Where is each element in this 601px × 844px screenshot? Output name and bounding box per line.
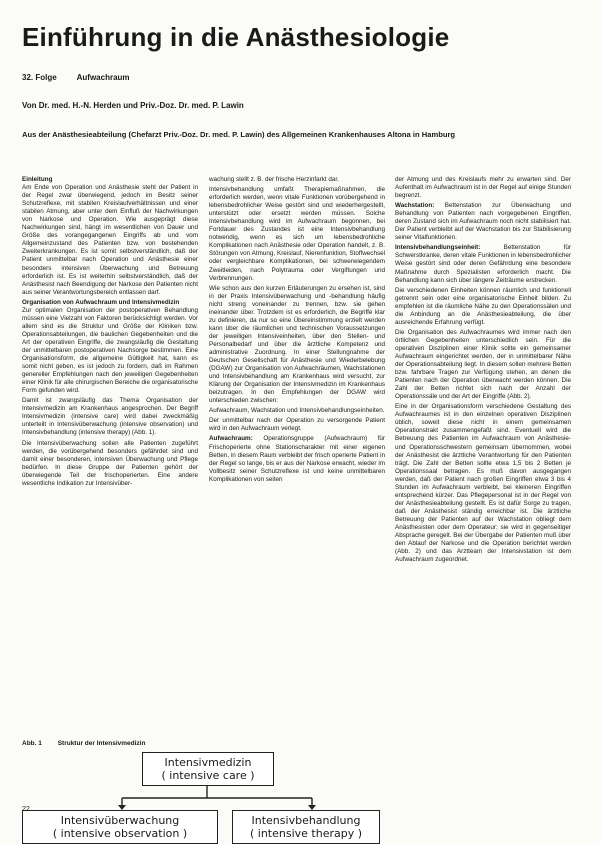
article-title: Einführung in die Anästhesiologie (22, 22, 450, 52)
definition-list: Aufwachraum, Wachstation und Intensivbehandlungseinheiten. (209, 407, 385, 415)
paragraph: Zur optimalen Organisation der postoperativen Behandlung müssen eine Vielzahl von Faktoren berücksichtigt werden. Vor allem sind es die Struktur und Größe der Kliniken bzw. Operationsabteilungen, die baulichen Gegebenheiten und die Art der operativen Eingriffe, die zwangsläufig die Gestaltung der unmittelbaren postoperativen Nachsorge bestimmen. Eine Organisationsform, die allgemeine Gültigkeit hat, kann es somit nicht geben, es ist jedoch zu fordern, daß im Rahmen genereller Empfehlungen nach den jeweiligen Gegebenheiten einer Klinik für alle chirurgischen Bereiche die organisatorische Form gefunden wird. (22, 306, 198, 395)
box-line-en: ( intensive therapy ) (249, 827, 363, 840)
section-heading-organisation: Organisation von Aufwachraum und Intensivmedizin (22, 298, 180, 306)
institution: Aus der Anästhesieabteilung (Chefarzt Priv.-Doz. Dr. med. P. Lawin) des Allgemeinen Krankenhauses Altona in Hamburg (22, 130, 456, 139)
paragraph (395, 244, 571, 284)
page-number: 22 (22, 806, 30, 813)
paragraph: Eine in der Organisationsform verschiedene Gestaltung des Aufwachraumes ist in den einzelnen operativen Disziplinen üblich, soweit diese nicht in einem gemeinsamen Operationstrakt zusammengefaßt sind. Eventuell wird die Betreuung des Patienten im Aufwachraum von Anästhesie- und Operationsschwestern gemeinsam übernommen, wobei der Anästhesist die ärztliche Verantwortung für den Patienten trägt. Die Zahl der Betten sollte etwa 1,5 bis 2 Betten je Operationssaal betragen. Es muß davon ausgegangen werden, daß der Patient nach großen Eingriffen etwa 3 bis 4 Stunden im Aufwachraum verbleibt, bei kleineren Eingriffen entsprechend kürzer. Das Pflegepersonal ist in der Regel von der Anästhesieabteilung gestellt. Es ist dafür Sorge zu tragen, daß der Anästhesist ständig erreichbar ist. Die ärztliche Betreuung der Patienten auf der Wachstation obliegt dem Anästhesisten oder dem Operateur; sie wird in gegenseitiger Absprache geregelt. Bei der Übergabe der Patienten muß über den Ablauf der Narkose und die Operation berichtet werden (Abb. 2) und das Arztteam der Intensivstation ist dem Aufwachraum zugeordnet. (395, 403, 571, 564)
paragraph: Die Intensivüberwachung sollen alle Patienten zugeführt werden, die vorübergehend besonders gefährdet sind und damit einer besonderen, intensiven Überwachung und Pflege bedürfen. In diese Gruppe der Patienten gehört der überwiegende Teil der frischoperierten. Eine andere wesentliche Indikation zur Intensivüber- (22, 439, 198, 487)
box-line-en: ( intensive observation ) (52, 827, 188, 840)
box-line-de: Intensivbehandlung (251, 814, 361, 827)
paragraph (395, 202, 571, 242)
series-line (22, 73, 148, 82)
series-topic: Aufwachraum (76, 73, 130, 82)
text-column-1 (22, 176, 198, 733)
paragraph: der Atmung und des Kreislaufs mehr zu erwarten sind. Der Aufenthalt im Aufwachraum ist in der Regel auf einige Stunden begrenzt. (395, 176, 571, 200)
figure-title: Struktur der Intensivmedizin (57, 740, 146, 747)
figure-label: Abb. 1 (22, 740, 42, 747)
text-column-3 (395, 176, 571, 776)
box-line-de: Intensivmedizin (164, 756, 252, 769)
paragraph: Die Organisation des Aufwachraumes wird immer nach den örtlichen Gegebenheiten unterschiedlich sein. Für die operativen Disziplinen einer Klinik sollte ein gemeinsamer Aufwachraum eingerichtet werden, der in unmittelbarer Nähe der Operationsabteilung liegt. In diesem sollen mehrere Betten bzw. fahrbare Tragen zur Verfügung stehen, an denen die Patienten nach der Operation überwacht werden können. Die Zahl der Betten richtet sich nach der Anzahl der Operationssäle und der Art der Eingriffe (Abb. 2). (395, 328, 571, 401)
paragraph (209, 435, 385, 483)
paragraph: wachung stellt z. B. der frische Herzinfarkt dar. (209, 176, 339, 183)
term-definition: Bettenstation zur Überwachung und Behandlung von Patienten nach vorgegebenen Eingriffen, deren Zustand sich im Aufwachraum noch nicht stabilisiert hat. Der Patient verbleibt auf der Wachstation bis zur Stabilisierung seiner Vitalfunktionen. (395, 202, 571, 242)
term-label: Aufwachraum: (209, 435, 253, 443)
authors: Von Dr. med. H.-N. Herden und Priv.-Doz. Dr. med. P. Lawin (22, 101, 244, 110)
section-heading-einleitung: Einleitung (22, 176, 53, 183)
term-label: Wachstation: (395, 202, 435, 210)
term-label: Intensivbehandlungseinheit: (395, 244, 481, 252)
paragraph: Damit ist zwangsläufig das Thema Organisation der Intensivmedizin am Krankenhaus angesprochen. Der Begriff Intensivmedizin (intensive care) wird dabei zweckmäßig unterteilt in Intensivüberwachung (intensive observation) und Intensivbehandlung (intensive therapy) (Abb. 1). (22, 397, 198, 437)
paragraph: Intensivbehandlung umfaßt Therapiemaßnahmen, die erforderlich werden, wenn vitale Funktionen vorübergehend in lebensbedrohlicher Weise gestört sind und wiederhergestellt, unterstützt oder ersetzt werden müssen. Solche Intensivbehandlung wird im Aufwachraum begonnen, bei Fortdauer des Zustandes ist eine Intensivbehandlung notwendig, wenn es sich um lebensbedrohliche Komplikationen nach Anästhesie oder Operation handelt, z. B. Störungen von Atmung, Kreislauf, Nierenfunktion, Stoffwechsel oder vergleichbare Komplikationen, bei schwerwiegendem Zweitleiden, nach Polytrauma oder Vergiftungen und Verbrennungen. (209, 186, 385, 282)
text-column-2 (209, 176, 385, 736)
structure-diagram (22, 752, 384, 840)
box-intensive-care (142, 752, 274, 786)
box-intensive-observation (22, 810, 218, 844)
term-definition: Bettenstation für Schwerstkranke, deren vitale Funktionen in lebensbedrohlicher Weise gestört sind oder deren Gefährdung eine besondere Maßnahme durch Spezialisten erforderlich macht. Die Behandlung kann sich über längere Zeiträume erstrecken. (395, 244, 571, 284)
figure-caption (22, 740, 159, 747)
paragraph: Am Ende von Operation und Anästhesie steht der Patient in der Regel zwar überwiegend, jedoch im Besitz seiner Schutzreflexe, mit stabilen Kreislaufverhältnissen und einer stabilen Atmung, aber unter dem Einfluß der Nachwirkungen von Narkose und Operation. Wie ausgeprägt diese Nachwirkungen sind, hängt im wesentlichen von Dauer und Größe des vorangegangenen Eingriffs ab und vom Allgemeinzustand des Patienten bzw. von bestehenden Zweiterkrankungen. Es ist somit selbstverständlich, daß der Patient unmittelbar nach Operation und Anästhesie einer besonders intensiven Überwachung und Betreuung erforderlich ist. Es ist weiterhin selbstverständlich, daß der Anästhesist nach Beendigung der Narkose den Patienten nicht aus seiner Verantwortungsbereich entlassen darf. (22, 184, 198, 296)
term-definition: Operationsgruppe (Aufwachraum) für Frischoperierte ohne Stationscharakter mit einer eigenen Betten, in diesem Raum verbleibt der frisch operierte Patient in der Regel so lange, bis er aus der Narkose erwacht, wieder im Vollbesitz seiner Schutzreflexe ist und keine unmittelbaren Komplikationen von seiten (209, 435, 385, 483)
paragraph: Die verschiedenen Einheiten können räumlich und funktionell getrennt sein oder eine organisatorische Einheit bilden. Zu empfehlen ist die räumliche Nähe zu den Operationssälen und die Anbindung an die Anästhesieabteilung, die über ausreichende Erfahrung verfügt. (395, 286, 571, 326)
box-line-en: ( intensive care ) (161, 769, 255, 782)
paragraph: Der unmittelbar nach der Operation zu versorgende Patient wird in den Aufwachraum verlegt. (209, 417, 385, 433)
series-number: 32. Folge (22, 73, 57, 82)
box-line-de: Intensivüberwachung (60, 814, 180, 827)
box-intensive-therapy (232, 810, 380, 844)
paragraph: Wie schon aus den kurzen Erläuterungen zu ersehen ist, sind in der Praxis Intensivüberwachung und -behandlung häufig nicht streng voneinander zu trennen, bzw. sie gehen ineinander über. Trotzdem ist es erforderlich, die Begriffe klar zu definieren, da nur so eine Übereinstimmung erzielt werden kann über die räumlichen und technischen Voraussetzungen der jeweiligen Intensiveinheiten, über den Stellen- und Personalbedarf und über die ärztliche Kompetenz und administrative Zuordnung. In einer Stellungnahme der Deutschen Gesellschaft für Anästhesie und Wiederbelebung (DGAW) zur Organisation von Aufwachräumen, Wachstationen und Intensivbehandlung am Krankenhaus wird versucht, zur Klärung der Organisation der Intensivmedizin im Krankenhaus beizutragen. In den Empfehlungen der DGAW wird unterschieden zwischen: (209, 284, 385, 405)
